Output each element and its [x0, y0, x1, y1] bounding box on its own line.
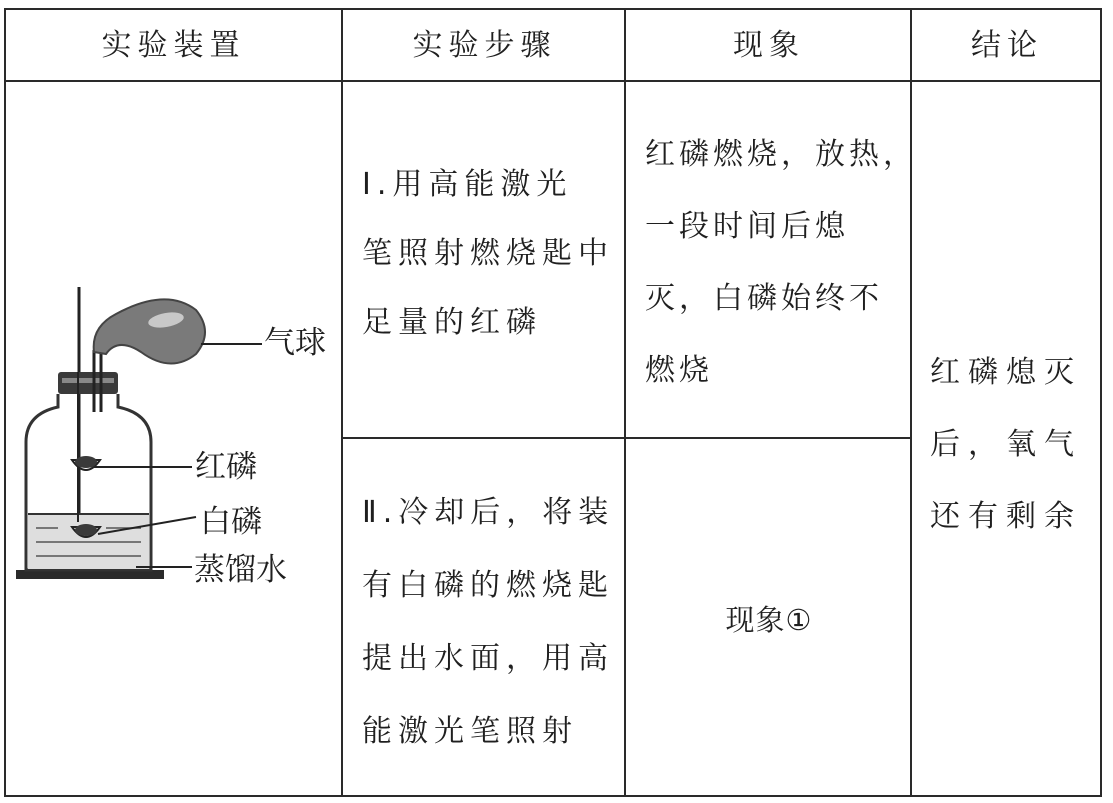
label-distilled-water: 蒸馏水	[194, 552, 287, 588]
phenomenon-2-text: 现象①	[725, 603, 813, 637]
header-steps: 实验步骤	[412, 28, 557, 63]
phenomenon-1-line: 一段时间后熄	[645, 209, 849, 244]
column-divider-2	[624, 8, 626, 797]
phenomenon-1-line: 灭，白磷始终不	[645, 281, 883, 316]
conclusion-line: 后，氧气	[930, 427, 1082, 462]
balloon	[94, 299, 205, 363]
column-divider-1	[341, 8, 343, 797]
table-border-right	[1100, 8, 1102, 797]
conclusion-line: 红磷熄灭	[930, 355, 1082, 390]
label-red-phosphorus: 红磷	[195, 449, 257, 485]
conclusion-line: 还有剩余	[930, 499, 1082, 534]
step-2-line: Ⅱ.冷却后，将装	[362, 495, 615, 530]
label-white-phosphorus: 白磷	[200, 504, 262, 540]
step-1-line: 笔照射燃烧匙中	[362, 236, 614, 271]
phenomenon-1-line: 燃烧	[645, 353, 713, 388]
step-2-line: 能激光笔照射	[362, 714, 578, 749]
conclusion-text	[930, 355, 1082, 534]
phenomenon-1-line: 红磷燃烧，放热，	[645, 137, 917, 172]
step-2-line: 提出水面，用高	[362, 641, 614, 676]
step-1-line: 足量的红磷	[362, 305, 542, 340]
step-2-text	[362, 495, 615, 749]
apparatus-diagram	[6, 82, 341, 795]
phenomenon-1-text	[645, 137, 917, 388]
header-apparatus: 实验装置	[101, 28, 246, 63]
column-divider-3	[910, 8, 912, 797]
step-1-line: Ⅰ.用高能激光	[362, 167, 573, 202]
table-border-bottom	[4, 795, 1102, 797]
step-1-text	[362, 167, 614, 340]
label-balloon: 气球	[264, 325, 326, 361]
step-2-line: 有白磷的燃烧匙	[362, 568, 614, 603]
header-phenomenon: 现象	[733, 28, 805, 63]
table-border-top	[4, 8, 1102, 10]
header-conclusion: 结论	[971, 28, 1043, 63]
row-divider	[341, 437, 912, 439]
